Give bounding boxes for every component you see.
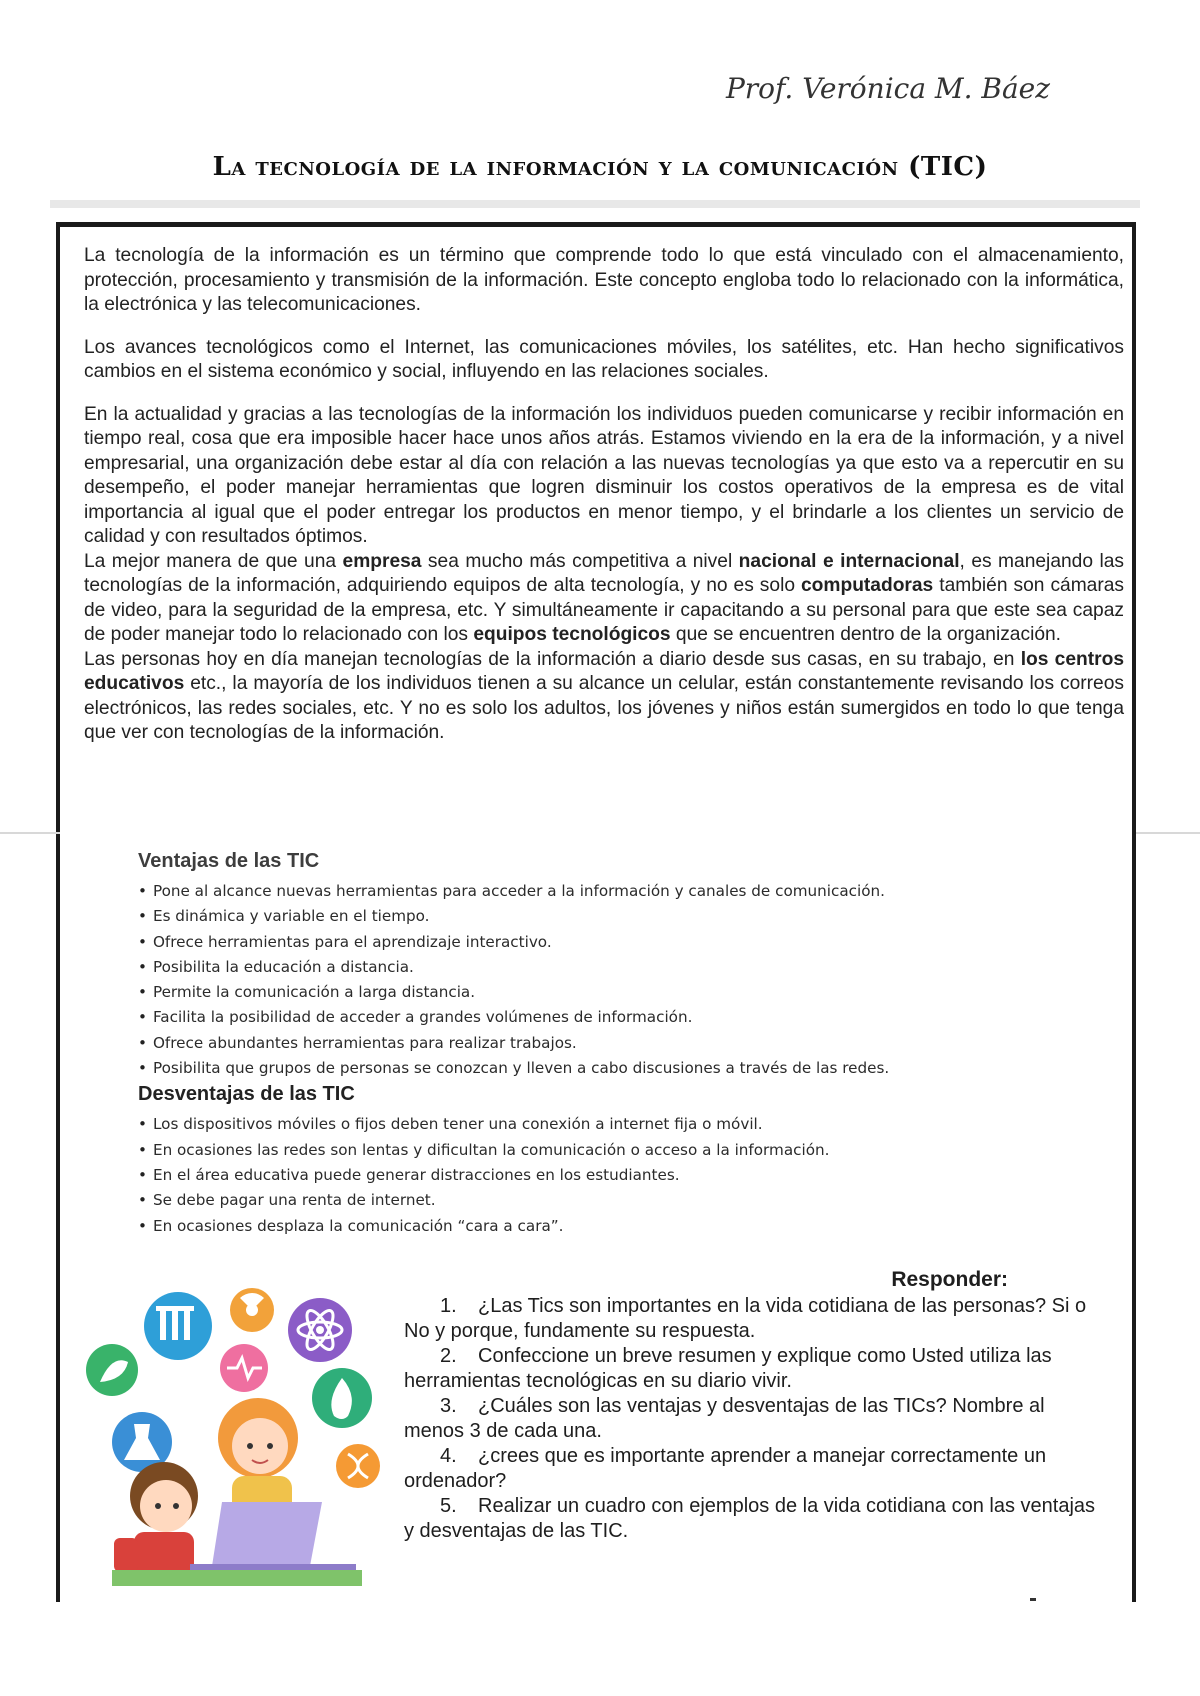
question-number: 3. — [440, 1395, 457, 1417]
p4-bold-nacional: nacional e internacional — [738, 550, 960, 572]
intro-paragraph-5 — [84, 648, 1124, 746]
question-text: ¿Las Tics son importantes en la vida cotidiana de las personas? Si o No y porque, fundamente su respuesta. — [404, 1295, 1087, 1342]
question-number: 4. — [440, 1445, 457, 1467]
p4-text-4: también son cámaras de video, para la seguridad de la empresa, etc. Y simultáneamente ir capacitando a su personal para que este sea capaz de poder manejar todo lo relacionado con los — [84, 575, 1125, 645]
header-divider — [50, 200, 1140, 208]
heartbeat-icon — [220, 1344, 268, 1392]
lab-flask-icon — [144, 1292, 212, 1360]
p4-text-2: sea mucho más competitiva a nivel — [421, 550, 739, 572]
p4-text-5: que se encuentren dentro de la organización. — [670, 624, 1061, 645]
atom-icon — [288, 1298, 352, 1362]
ventaja-item: • Permite la comunicación a larga distancia. — [138, 980, 1038, 1005]
question-item — [404, 1444, 1104, 1494]
ventaja-item: • Es dinámica y variable en el tiempo. — [138, 904, 1038, 929]
questions-list — [404, 1294, 1104, 1544]
intro-paragraph-4 — [84, 550, 1124, 648]
p4-bold-computadoras: computadoras — [801, 575, 934, 596]
p5-text-2: etc., la mayoría de los individuos tienen a su alcance un celular, están constantemente revisando los correos electrónicos, las redes sociales, etc. Y no es solo los adultos, los jóvenes y niños están sumergidos en todo lo que tenga que ver con tecnologías de la información. — [84, 673, 1124, 743]
question-item — [404, 1344, 1104, 1394]
question-number: 5. — [440, 1495, 457, 1517]
question-text: Confeccione un breve resumen y explique como Usted utiliza las herramientas tecnológicas en su diario vivir. — [404, 1345, 1052, 1392]
leaf-icon — [86, 1344, 138, 1396]
desventaja-item: • Los dispositivos móviles o fijos deben tener una conexión a internet fija o móvil. — [138, 1112, 1038, 1137]
ventaja-item: • Facilita la posibilidad de acceder a grandes volúmenes de información. — [138, 1005, 1038, 1030]
author-signature: Prof. Verónica M. Báez — [725, 72, 1050, 105]
desventaja-item: • En el área educativa puede generar distracciones en los estudiantes. — [138, 1163, 1038, 1188]
desk — [112, 1570, 362, 1586]
intro-section — [84, 244, 1124, 746]
page-mark — [1030, 1598, 1036, 1601]
ventajas-list — [138, 879, 1038, 1081]
question-text: ¿Cuáles son las ventajas y desventajas de las TICs? Nombre al menos 3 de cada una. — [404, 1395, 1045, 1442]
p5-text-1: Las personas hoy en día manejan tecnologías de la información a diario desde sus casas, en su trabajo, en — [84, 648, 1021, 670]
intro-paragraph-2: Los avances tecnológicos como el Internet, las comunicaciones móviles, los satélites, etc. Han hecho significativos cambios en el sistema económico y social, influyendo en las relaciones sociales. — [84, 336, 1124, 382]
question-number: 2. — [440, 1345, 457, 1367]
p4-text-3: , es manejando las tecnologías de la información, adquiriendo equipos de alta tecnología, y no es solo — [84, 550, 1124, 596]
children-technology-illustration — [72, 1270, 390, 1590]
p4-text-1: La mejor manera de que una — [84, 550, 343, 572]
question-item — [404, 1394, 1104, 1444]
intro-paragraph-3: En la actualidad y gracias a las tecnologías de la información los individuos pueden comunicarse y recibir información en tiempo real, cosa que era imposible hacer hace unos años atrás. Estamos viviendo en la era de la información, y a nivel empresarial, una organización debe estar al día con relación a las nuevas tecnologías ya que esto va a repercutir en su desempeño, el poder manejar herramientas que logren disminuir los costos operativos de la empresa es de vital importancia al igual que el poder entregar los productos en menor tiempo, y el brindarle a los clientes un servicio de calidad y con resultados óptimos. — [84, 403, 1124, 547]
ventajas-heading: Ventajas de las TIC — [138, 850, 320, 872]
desventaja-item: • En ocasiones las redes son lentas y dificultan la comunicación o acceso a la información. — [138, 1138, 1038, 1163]
intro-paragraph-1: La tecnología de la información es un término que comprende todo lo que está vinculado con el almacenamiento, protección, procesamiento y transmisión de la información. Este concepto engloba todo lo relacionado con la informática, la electrónica y las telecomunicaciones. — [84, 245, 1124, 315]
radiation-icon — [230, 1288, 274, 1332]
ventaja-item: • Ofrece abundantes herramientas para realizar trabajos. — [138, 1031, 1038, 1056]
question-number: 1. — [440, 1295, 457, 1317]
responder-section — [404, 1268, 1104, 1544]
ventaja-item: • Posibilita que grupos de personas se conozcan y lleven a cabo discusiones a través de las redes. — [138, 1056, 1038, 1081]
ventaja-item: • Ofrece herramientas para el aprendizaje interactivo. — [138, 930, 1038, 955]
desventaja-item: • En ocasiones desplaza la comunicación “cara a cara”. — [138, 1214, 1038, 1239]
desventajas-heading: Desventajas de las TIC — [138, 1083, 355, 1106]
responder-heading: Responder: — [891, 1268, 1008, 1291]
separator-left — [0, 832, 60, 834]
p4-bold-empresa: empresa — [342, 550, 422, 572]
desventaja-item: • Se debe pagar una renta de internet. — [138, 1188, 1038, 1213]
ventajas-desventajas-section — [138, 850, 1038, 1239]
p5-bold-centros: los centros educativos — [84, 648, 1124, 694]
question-item — [404, 1494, 1104, 1544]
question-text: ¿crees que es importante aprender a manejar correctamente un ordenador? — [404, 1445, 1047, 1492]
question-text: Realizar un cuadro con ejemplos de la vida cotidiana con las ventajas y desventajas de las TIC. — [404, 1495, 1096, 1542]
dna-icon — [336, 1444, 380, 1488]
document-title: La tecnología de la información y la comunicación (TIC) — [212, 152, 988, 182]
p4-bold-equipos: equipos tecnológicos — [473, 624, 671, 645]
flame-icon — [312, 1368, 372, 1428]
ventaja-item: • Pone al alcance nuevas herramientas para acceder a la información y canales de comunicación. — [138, 879, 1038, 904]
separator-right — [1136, 832, 1200, 834]
ventaja-item: • Posibilita la educación a distancia. — [138, 955, 1038, 980]
illustration-svg — [72, 1270, 390, 1590]
question-item — [404, 1294, 1104, 1344]
desventajas-list — [138, 1112, 1038, 1238]
